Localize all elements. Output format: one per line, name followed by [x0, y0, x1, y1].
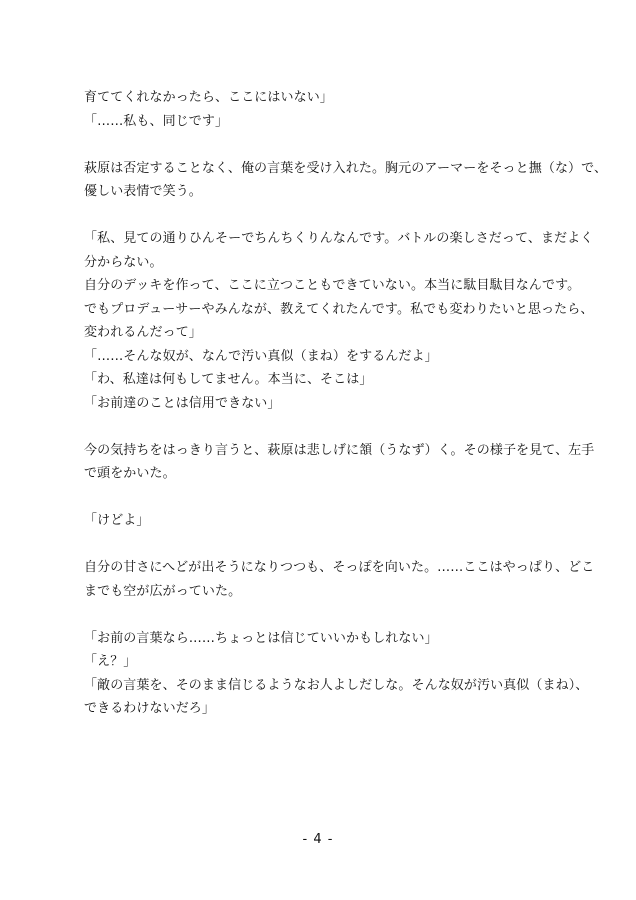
text-line: 「わ、私達は何もしてません。本当に、そこは」: [84, 372, 373, 387]
page-number: - 4 -: [302, 832, 334, 847]
text-line: できるわけないだろ」: [84, 701, 216, 716]
text-line: 自分の甘さにへどが出そうになりつつも、そっぽを向いた。……ここはやっぱり、どこ: [84, 560, 595, 575]
text-line: 「え？」: [84, 654, 137, 669]
blank-line: [84, 415, 554, 439]
text-line: で頭をかいた。: [84, 466, 176, 481]
text-line: 「敵の言葉を、そのまま信じるようなお人よしだしな。そんな奴が汚い真似（まね）、: [84, 677, 589, 693]
text-line: 「お前達のことは信用できない」: [84, 395, 281, 411]
blank-line: [84, 204, 554, 228]
text-line: でもプロデューサーやみんなが、教えてくれたんです。私でも変わりたいと思ったら、: [84, 301, 594, 317]
text-line: 「けどよ」: [84, 513, 150, 528]
blank-line: [84, 603, 554, 627]
text-line: 今の気持ちをはっきり言うと、萩原は悲しげに頷（うなず）く。その様子を見て、左手: [84, 442, 595, 458]
text-line: 分からない。: [84, 254, 163, 270]
text-line: 変われるんだって」: [84, 325, 202, 340]
text-line: 「……そんな奴が、なんで汚い真似（まね）をするんだよ」: [84, 348, 438, 364]
text-line: 「お前の言葉なら……ちょっとは信じていいかもしれない」: [84, 630, 438, 646]
text-line: 育ててくれなかったら、ここにはいない」: [84, 90, 333, 105]
text-line: までも空が広がっていた。: [84, 583, 242, 599]
text-line: 優しい表情で笑う。: [84, 184, 202, 199]
blank-line: [84, 486, 554, 510]
text-line: 「私、見ての通りひんそーでちんちくりんなんです。バトルの楽しさだって、まだよく: [84, 231, 594, 246]
blank-line: [84, 133, 554, 157]
text-line: 自分のデッキを作って、ここに立つこともできていない。本当に駄目駄目なんです。: [84, 278, 581, 293]
blank-line: [84, 533, 554, 557]
body-text: [84, 86, 608, 721]
text-line: 萩原は否定することなく、俺の言葉を受け入れた。胸元のアーマーをそっと撫（な）で、: [84, 160, 608, 176]
text-line: 「……私も、同じです」: [84, 113, 229, 129]
